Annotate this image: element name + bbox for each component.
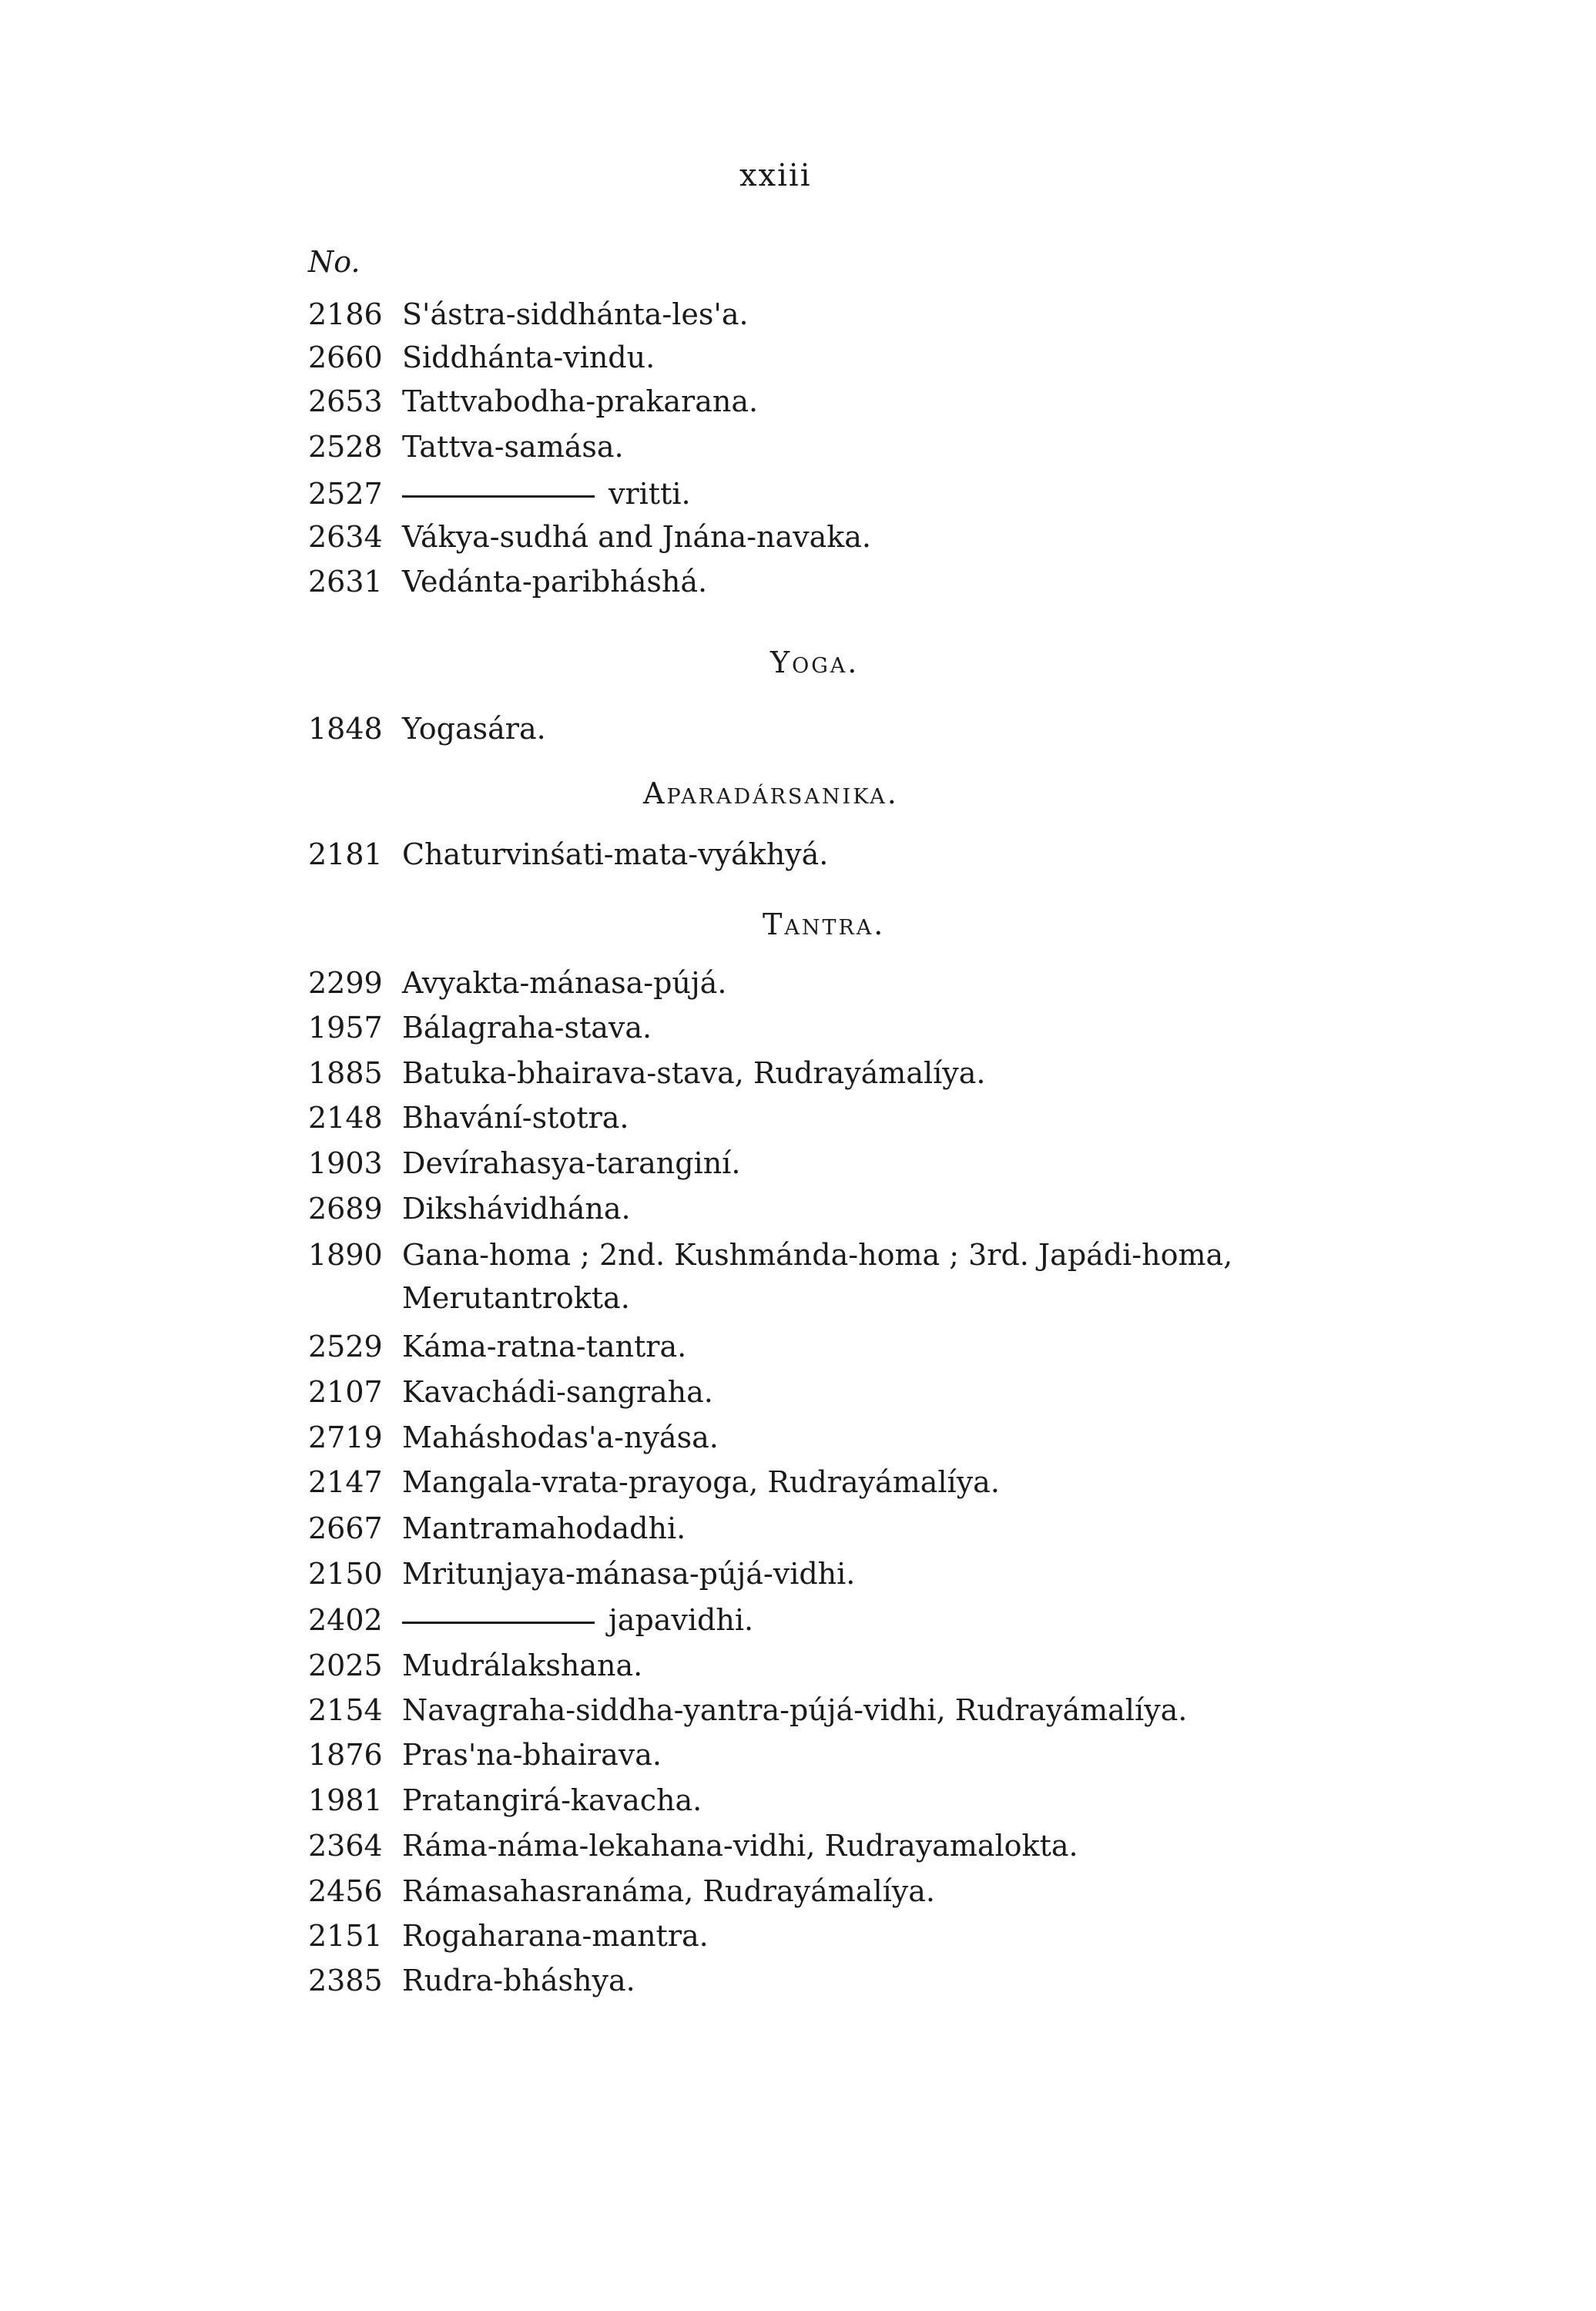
entry-number: 2107	[308, 1375, 383, 1409]
entry-number: 2660	[308, 340, 383, 374]
entry-number: 1903	[308, 1146, 383, 1180]
entry-number: 2529	[308, 1330, 383, 1363]
entry-number: 2402	[308, 1603, 383, 1637]
entry-number: 2186	[308, 297, 383, 331]
entry-number: 2181	[308, 837, 383, 871]
entry-number: 2299	[308, 966, 383, 1000]
entry-title: Tattva-samása.	[402, 430, 624, 464]
entry-title: Bhavání-stotra.	[402, 1101, 629, 1135]
entry-number: 2653	[308, 384, 383, 418]
entry-title: Tattvabodha-prakarana.	[402, 384, 759, 418]
entry-number: 2148	[308, 1101, 383, 1135]
entry-title: Gana-homa ; 2nd. Kushmánda-homa ; 3rd. Japádi-homa,	[402, 1238, 1233, 1272]
ditto-dash	[402, 1622, 595, 1624]
number-column-label: No.	[308, 245, 360, 279]
entry-number: 1848	[308, 712, 383, 746]
entry-title-text: japavidhi.	[609, 1603, 754, 1637]
entry-number: 1876	[308, 1738, 383, 1772]
entry-title-text: vritti.	[609, 477, 691, 511]
entry-title	[402, 1602, 753, 1638]
entry-number: 2689	[308, 1192, 383, 1226]
entry-number: 2025	[308, 1649, 383, 1682]
entry-title: Avyakta-mánasa-pújá.	[402, 966, 727, 1000]
entry-number: 2527	[308, 477, 383, 511]
entry-number: 2147	[308, 1465, 383, 1499]
entry-title: Pras'na-bhairava.	[402, 1738, 662, 1772]
entry-title: Kavachádi-sangraha.	[402, 1375, 713, 1409]
entry-title: Rudra-bháshya.	[402, 1964, 635, 1997]
entry-number: 2151	[308, 1919, 383, 1953]
entry-title: Yogasára.	[402, 712, 546, 746]
entry-number: 1890	[308, 1238, 383, 1272]
entry-title	[402, 476, 691, 512]
entry-title: Devírahasya-taranginí.	[402, 1146, 741, 1180]
entry-number: 2631	[308, 565, 383, 599]
entry-number: 2150	[308, 1557, 383, 1591]
entry-number: 2719	[308, 1420, 383, 1454]
entry-title: Bálagraha-stava.	[402, 1011, 652, 1045]
entry-title: Dikshávidhána.	[402, 1192, 631, 1226]
entry-title: Maháshodas'a-nyása.	[402, 1420, 719, 1454]
entry-title: Pratangirá-kavacha.	[402, 1783, 702, 1817]
section-heading-tantra: Tantra.	[763, 907, 886, 941]
entry-title: Mantramahodadhi.	[402, 1511, 686, 1545]
entry-number: 2528	[308, 430, 383, 464]
entry-number: 1981	[308, 1783, 383, 1817]
entry-title: Batuka-bhairava-stava, Rudrayámalíya.	[402, 1056, 986, 1090]
entry-title: Vákya-sudhá and Jnána-navaka.	[402, 520, 871, 554]
entry-number: 2154	[308, 1693, 383, 1727]
section-heading-aparadarsanika: Aparadársanika.	[643, 776, 899, 810]
entry-title-continuation: Merutantrokta.	[402, 1281, 630, 1315]
entry-number: 2364	[308, 1829, 383, 1863]
page-number: xxiii	[739, 158, 812, 193]
entry-title: Káma-ratna-tantra.	[402, 1330, 687, 1363]
entry-title: Ráma-náma-lekahana-vidhi, Rudrayamalokta.	[402, 1829, 1078, 1863]
entry-number: 1957	[308, 1011, 383, 1045]
entry-title: Rogaharana-mantra.	[402, 1919, 709, 1953]
entry-number: 2456	[308, 1874, 383, 1908]
section-heading-yoga: Yoga.	[770, 646, 860, 679]
entry-number: 1885	[308, 1056, 383, 1090]
entry-title: Siddhánta-vindu.	[402, 340, 656, 374]
entry-title: Navagraha-siddha-yantra-pújá-vidhi, Rudrayámalíya.	[402, 1693, 1188, 1727]
entry-title: Chaturvinśati-mata-vyákhyá.	[402, 837, 829, 871]
entry-number: 2667	[308, 1511, 383, 1545]
entry-title: Mritunjaya-mánasa-pújá-vidhi.	[402, 1557, 856, 1591]
ditto-dash	[402, 495, 595, 498]
entry-title: Mudrálakshana.	[402, 1649, 643, 1682]
entry-title: Mangala-vrata-prayoga, Rudrayámalíya.	[402, 1465, 1000, 1499]
entry-number: 2385	[308, 1964, 383, 1997]
entry-title: Vedánta-paribháshá.	[402, 565, 708, 599]
entry-number: 2634	[308, 520, 383, 554]
entry-title: S'ástra-siddhánta-les'a.	[402, 297, 749, 331]
entry-title: Rámasahasranáma, Rudrayámalíya.	[402, 1874, 935, 1908]
